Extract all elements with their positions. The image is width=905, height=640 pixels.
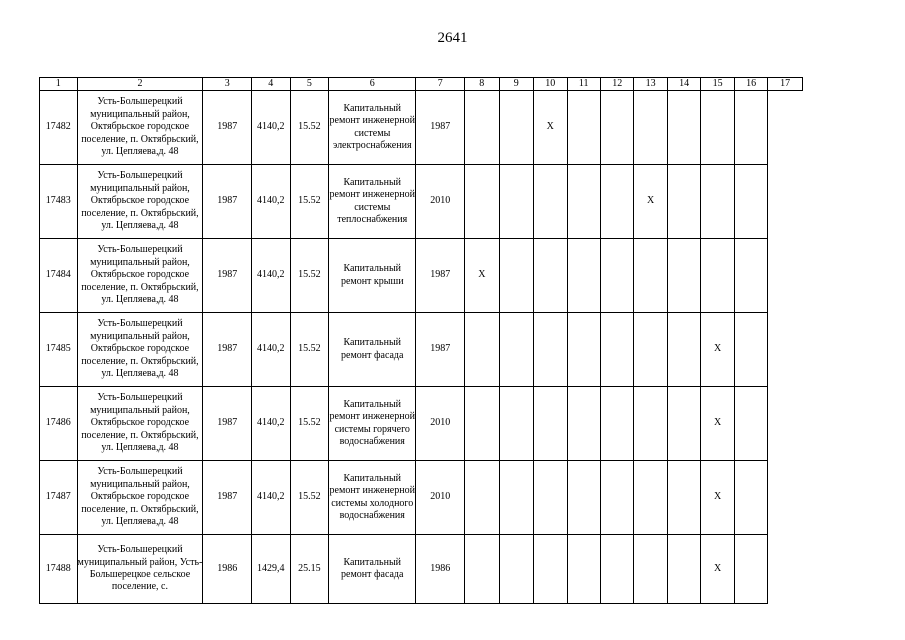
row-id-cell: 17484 <box>40 239 78 313</box>
page-number: 2641 <box>437 30 468 46</box>
mark-cell-col-12 <box>600 535 633 604</box>
table-row <box>40 387 803 461</box>
table-row <box>40 239 803 313</box>
column-header-11: 11 <box>567 78 600 91</box>
mark-cell-col-11 <box>567 387 600 461</box>
address-cell: Усть-Большерецкий муниципальный район, Октябрьское городское поселение, п. Октябрьский, ул. Цепляева,д. 48 <box>77 313 203 387</box>
column-header-16: 16 <box>734 78 767 91</box>
wear-cell: 25.15 <box>290 535 329 604</box>
mark-cell-col-15: X <box>701 387 734 461</box>
year-last-repair-cell: 1987 <box>416 313 465 387</box>
mark-cell-col-13 <box>634 313 667 387</box>
mark-cell-col-13 <box>634 387 667 461</box>
work-type-cell: Капитальный ремонт инженерной системы теплоснабжения <box>329 165 416 239</box>
year-built-cell: 1986 <box>203 535 252 604</box>
row-id-cell: 17482 <box>40 91 78 165</box>
mark-cell-col-8 <box>465 387 499 461</box>
year-last-repair-cell: 1986 <box>416 535 465 604</box>
mark-cell-col-10 <box>534 313 567 387</box>
mark-cell-col-14 <box>667 239 700 313</box>
mark-cell-col-9 <box>499 535 533 604</box>
year-built-cell: 1987 <box>203 239 252 313</box>
address-cell: Усть-Большерецкий муниципальный район, Усть-Большерецкое сельское поселение, с. <box>77 535 203 604</box>
mark-cell-col-14 <box>667 91 700 165</box>
area-cell: 4140,2 <box>252 239 291 313</box>
wear-cell: 15.52 <box>290 461 329 535</box>
mark-cell-col-8 <box>465 461 499 535</box>
row-id-cell: 17483 <box>40 165 78 239</box>
mark-cell-col-12 <box>600 461 633 535</box>
address-cell: Усть-Большерецкий муниципальный район, Октябрьское городское поселение, п. Октябрьский, ул. Цепляева,д. 48 <box>77 239 203 313</box>
mark-cell-col-9 <box>499 387 533 461</box>
table-row <box>40 165 803 239</box>
column-header-10: 10 <box>534 78 567 91</box>
address-cell: Усть-Большерецкий муниципальный район, Октябрьское городское поселение, п. Октябрьский, ул. Цепляева,д. 48 <box>77 461 203 535</box>
mark-cell-col-9 <box>499 165 533 239</box>
mark-cell-col-10 <box>534 535 567 604</box>
mark-cell-col-11 <box>567 239 600 313</box>
mark-cell-col-15 <box>701 165 734 239</box>
mark-cell-col-10 <box>534 239 567 313</box>
mark-cell-col-16 <box>734 535 767 604</box>
mark-cell-col-14 <box>667 461 700 535</box>
column-header-9: 9 <box>499 78 533 91</box>
repair-registry-table <box>39 77 803 604</box>
work-type-cell: Капитальный ремонт инженерной системы горячего водоснабжения <box>329 387 416 461</box>
wear-cell: 15.52 <box>290 387 329 461</box>
column-header-8: 8 <box>465 78 499 91</box>
mark-cell-col-15: X <box>701 535 734 604</box>
column-header-14: 14 <box>667 78 700 91</box>
mark-cell-col-12 <box>600 313 633 387</box>
year-built-cell: 1987 <box>203 387 252 461</box>
mark-cell-col-13 <box>634 461 667 535</box>
column-header-15: 15 <box>701 78 734 91</box>
mark-cell-col-15: X <box>701 461 734 535</box>
mark-cell-col-9 <box>499 313 533 387</box>
row-id-cell: 17486 <box>40 387 78 461</box>
mark-cell-col-10 <box>534 387 567 461</box>
mark-cell-col-15 <box>701 239 734 313</box>
work-type-cell: Капитальный ремонт фасада <box>329 313 416 387</box>
mark-cell-col-8 <box>465 165 499 239</box>
table-row <box>40 91 803 165</box>
mark-cell-col-9 <box>499 461 533 535</box>
mark-cell-col-11 <box>567 535 600 604</box>
mark-cell-col-16 <box>734 313 767 387</box>
mark-cell-col-14 <box>667 535 700 604</box>
area-cell: 1429,4 <box>252 535 291 604</box>
mark-cell-col-10: X <box>534 91 567 165</box>
address-cell: Усть-Большерецкий муниципальный район, Октябрьское городское поселение, п. Октябрьский, ул. Цепляева,д. 48 <box>77 387 203 461</box>
mark-cell-col-8 <box>465 91 499 165</box>
work-type-cell: Капитальный ремонт инженерной системы электроснабжения <box>329 91 416 165</box>
address-cell: Усть-Большерецкий муниципальный район, Октябрьское городское поселение, п. Октябрьский, ул. Цепляева,д. 48 <box>77 165 203 239</box>
wear-cell: 15.52 <box>290 165 329 239</box>
year-built-cell: 1987 <box>203 91 252 165</box>
area-cell: 4140,2 <box>252 91 291 165</box>
wear-cell: 15.52 <box>290 91 329 165</box>
work-type-cell: Капитальный ремонт инженерной системы холодного водоснабжения <box>329 461 416 535</box>
work-type-cell: Капитальный ремонт крыши <box>329 239 416 313</box>
column-header-5: 5 <box>290 78 329 91</box>
mark-cell-col-13 <box>634 535 667 604</box>
mark-cell-col-15: X <box>701 313 734 387</box>
mark-cell-col-12 <box>600 165 633 239</box>
mark-cell-col-13 <box>634 91 667 165</box>
area-cell: 4140,2 <box>252 165 291 239</box>
area-cell: 4140,2 <box>252 387 291 461</box>
work-type-cell: Капитальный ремонт фасада <box>329 535 416 604</box>
mark-cell-col-13: X <box>634 165 667 239</box>
column-number-row <box>40 78 803 91</box>
year-built-cell: 1987 <box>203 313 252 387</box>
mark-cell-col-10 <box>534 461 567 535</box>
column-header-12: 12 <box>600 78 633 91</box>
column-header-13: 13 <box>634 78 667 91</box>
table-body <box>40 78 803 604</box>
year-last-repair-cell: 2010 <box>416 165 465 239</box>
wear-cell: 15.52 <box>290 313 329 387</box>
column-header-7: 7 <box>416 78 465 91</box>
mark-cell-col-8 <box>465 313 499 387</box>
column-header-6: 6 <box>329 78 416 91</box>
table-row <box>40 461 803 535</box>
mark-cell-col-9 <box>499 239 533 313</box>
mark-cell-col-12 <box>600 239 633 313</box>
year-built-cell: 1987 <box>203 165 252 239</box>
column-header-17: 17 <box>768 78 803 91</box>
column-header-3: 3 <box>203 78 252 91</box>
mark-cell-col-16 <box>734 165 767 239</box>
row-id-cell: 17487 <box>40 461 78 535</box>
mark-cell-col-11 <box>567 313 600 387</box>
row-id-cell: 17488 <box>40 535 78 604</box>
mark-cell-col-16 <box>734 91 767 165</box>
area-cell: 4140,2 <box>252 461 291 535</box>
table-row <box>40 535 803 604</box>
mark-cell-col-10 <box>534 165 567 239</box>
year-last-repair-cell: 2010 <box>416 461 465 535</box>
address-cell: Усть-Большерецкий муниципальный район, Октябрьское городское поселение, п. Октябрьский, ул. Цепляева,д. 48 <box>77 91 203 165</box>
mark-cell-col-11 <box>567 91 600 165</box>
mark-cell-col-12 <box>600 91 633 165</box>
area-cell: 4140,2 <box>252 313 291 387</box>
column-header-4: 4 <box>252 78 291 91</box>
column-header-2: 2 <box>77 78 203 91</box>
year-last-repair-cell: 1987 <box>416 91 465 165</box>
mark-cell-col-16 <box>734 239 767 313</box>
mark-cell-col-13 <box>634 239 667 313</box>
column-header-1: 1 <box>40 78 78 91</box>
mark-cell-col-8 <box>465 535 499 604</box>
mark-cell-col-11 <box>567 461 600 535</box>
table-row <box>40 313 803 387</box>
year-built-cell: 1987 <box>203 461 252 535</box>
mark-cell-col-8: X <box>465 239 499 313</box>
row-id-cell: 17485 <box>40 313 78 387</box>
year-last-repair-cell: 2010 <box>416 387 465 461</box>
wear-cell: 15.52 <box>290 239 329 313</box>
mark-cell-col-16 <box>734 387 767 461</box>
mark-cell-col-15 <box>701 91 734 165</box>
mark-cell-col-11 <box>567 165 600 239</box>
year-last-repair-cell: 1987 <box>416 239 465 313</box>
mark-cell-col-9 <box>499 91 533 165</box>
mark-cell-col-14 <box>667 387 700 461</box>
mark-cell-col-14 <box>667 313 700 387</box>
mark-cell-col-16 <box>734 461 767 535</box>
mark-cell-col-14 <box>667 165 700 239</box>
mark-cell-col-12 <box>600 387 633 461</box>
